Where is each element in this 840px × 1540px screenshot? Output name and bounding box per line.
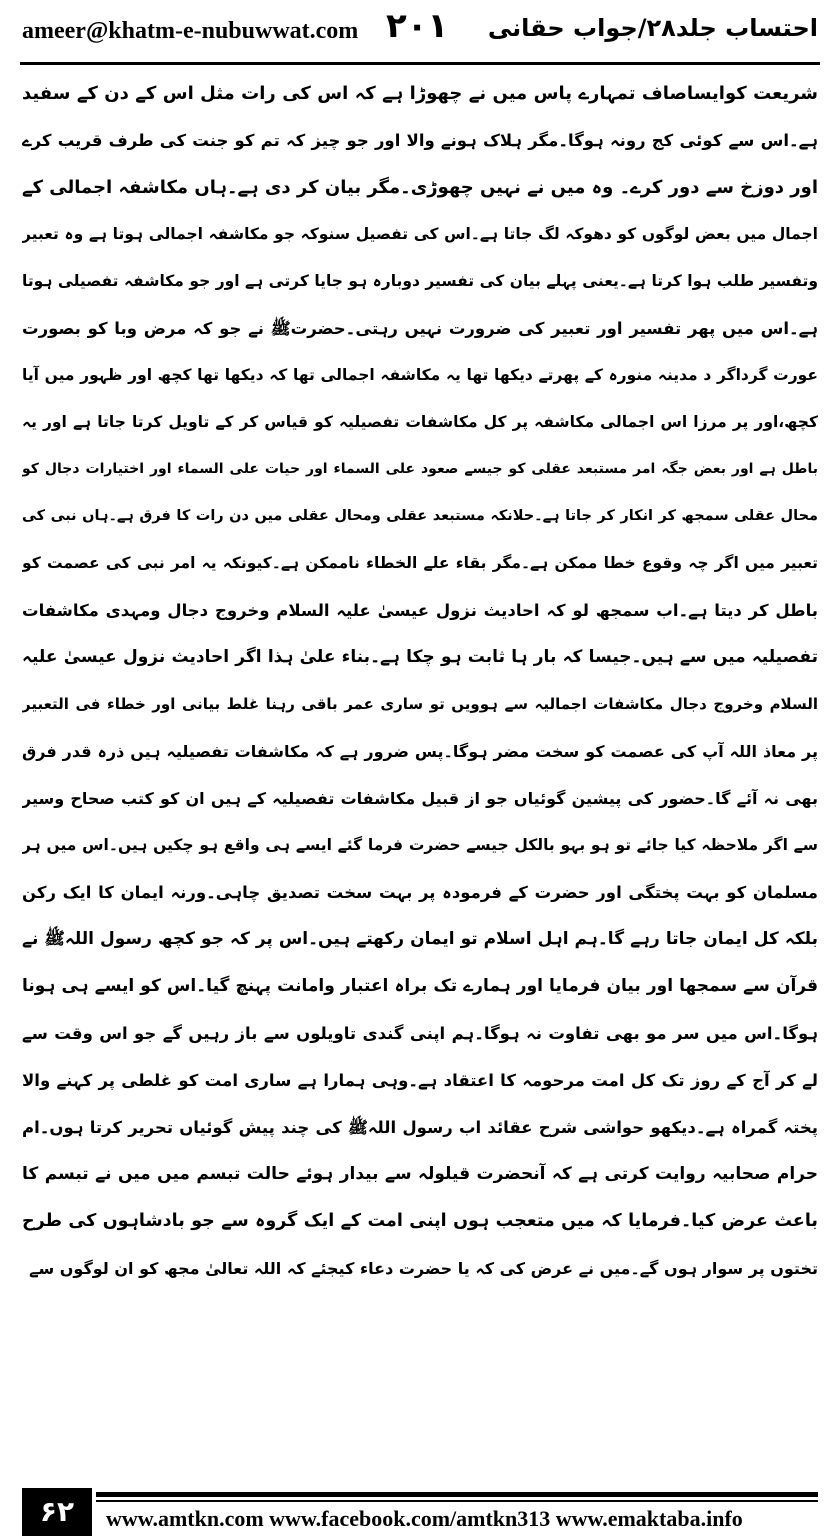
body-line: پر معاذ اللہ آپ کی عصمت کو سخت مضر ہوگا۔پس ضرور ہے کہ مکاشفات تفصیلیہ ہیں ذرہ قدر فرق: [22, 742, 818, 761]
body-line: پختہ گمراہ ہے۔دیکھو حواشی شرح عقائد اب رسول اللہﷺ کی چند پیش گوئیاں تحریر کرتا ہوں۔ام: [22, 1118, 818, 1137]
body-line: لے کر آج کے روز تک کل امت مرحومہ کا اعتقاد ہے۔وہی ہمارا ہے ساری امت کو غلطی پر کہنے والا: [22, 1071, 818, 1090]
body-line: باعث عرض کیا۔فرمایا کہ میں متعجب ہوں اپنی امت کے ایک گروہ سے جو بادشاہوں کی طرح: [22, 1211, 818, 1231]
body-line: اجمال میں بعض لوگوں کو دھوکہ لگ جاتا ہے۔اس کی تفصیل سنوکہ جو مکاشفہ اجمالی ہوتا ہے وہ تعبیر: [22, 225, 818, 243]
body-line: وتفسیر طلب ہوا کرتا ہے۔یعنی پہلے بیان کی تفسیر دوبارہ ہو جایا کرتی ہے اور جو مکاشفہ تفصیلی ہوتا: [22, 272, 818, 290]
body-line: بھی نہ آئے گا۔حضور کی پیشین گوئیاں جو از قبیل مکاشفات تفصیلیہ کے ہیں ان کو کتب صحاح وسیر: [22, 789, 818, 808]
body-line: مسلمان کو بہت پختگی اور حضرت کے فرمودہ پر بہت سخت تصدیق چاہی۔ورنہ ایمان کا ایک رکن: [22, 883, 818, 902]
footer-divider: [96, 1492, 818, 1497]
body-line: ہوگا۔اس میں سر مو بھی تفاوت نہ ہوگا۔ہم اپنی گندی تاویلوں سے باز رہیں گے جو اس وقت سے: [22, 1024, 818, 1043]
body-line: ہے۔اس میں پھر تفسیر اور تعبیر کی ضرورت نہیں رہتی۔حضرتﷺ نے جو کہ مرض وبا کو بصورت: [22, 319, 818, 338]
body-line: محال عقلی سمجھ کر انکار کر جاتا ہے۔حلانکہ مستبعد عقلی ومحال عقلی میں دن رات کا فرق ہے۔ہاں نبی کی: [22, 508, 818, 524]
body-line: عورت گرداگر د مدینہ منورہ کے پھرتے دیکھا تھا یہ مکاشفہ اجمالی تھا کہ دیکھا تھا کچھ اور ظہور میں آیا: [22, 366, 818, 384]
body-line: سے اگر ملاحظہ کیا جائے تو ہو بہو بالکل جیسے حضرت فرما گئے ایسے ہی واقع ہو چکیں ہیں۔اس میں ہر: [22, 836, 818, 854]
body-line: تختوں پر سوار ہوں گے۔میں نے عرض کی کہ یا حضرت دعاء کیجئے کہ اللہ تعالیٰ مجھ کو ان لوگوں سے: [29, 1259, 818, 1278]
body-line: کچھ،اور پر مرزا اس اجمالی مکاشفہ پر کل مکاشفات تفصیلیہ کو قیاس کر کے تاویل کرتا جاتا ہے اور یہ: [22, 413, 818, 431]
page-number: ۲۰۱: [386, 6, 449, 46]
body-line: قرآن سے سمجھا اور بیان فرمایا اور ہمارے تک براہ اعتبار وامانت پہنچ گیا۔اس کو ایسے ہی ہونا: [22, 976, 818, 996]
body-line: شریعت کوایساصاف تمہارے پاس میں نے چھوڑا ہے کہ اس کی رات مثل اس کے دن کے سفید: [22, 83, 818, 104]
footer-page-number: ۶۲: [22, 1488, 92, 1536]
body-line: تفصیلیہ میں سے ہیں۔جیسا کہ بار ہا ثابت ہو چکا ہے۔بناء علیٰ ہذا اگر احادیث نزول عیسیٰ علیہ: [22, 647, 818, 667]
page-header: [0, 0, 840, 70]
footer-divider-thin: [96, 1500, 818, 1502]
page-footer: [0, 1482, 840, 1540]
body-line: بلکہ کل ایمان جاتا رہے گا۔ہم اہل اسلام تو ایمان رکھتے ہیں۔اس پر کہ جو کچھ رسول اللہﷺ نے: [22, 929, 818, 949]
body-line: السلام وخروج دجال مکاشفات اجمالیہ سے ہوویں تو ساری عمر باقی رہنا غلط بیانی اور خطاء فی التعبیر: [22, 695, 818, 713]
body-line: اور دوزخ سے دور کرے۔ وہ میں نے نہیں چھوڑی۔مگر بیان کر دی ہے۔ہاں مکاشفہ اجمالی کے: [22, 177, 818, 198]
body-line: تعبیر میں اگر چہ وقوع خطا ممکن ہے۔مگر بقاء علے الخطاء ناممکن ہے۔کیونکہ یہ امر نبی کی عصمت کو: [22, 554, 818, 572]
body-line: باطل کر دیتا ہے۔اب سمجھ لو کہ احادیث نزول عیسیٰ علیہ السلام وخروج دجال ومہدی مکاشفات: [22, 601, 818, 620]
body-text: [22, 70, 818, 1292]
email-address[interactable]: ameer@khatm-e-nubuwwat.com: [22, 18, 359, 44]
header-divider: [20, 62, 820, 65]
body-line: باطل ہے اور بعض جگہ امر مستبعد عقلی کو جیسے صعود علی السماء اور حیات علی السماء اور اختیارات دجال کو: [22, 461, 818, 477]
book-title: احتساب جلد۲۸/جواب حقانی: [487, 14, 818, 42]
footer-links[interactable]: www.amtkn.com www.facebook.com/amtkn313 www.emaktaba.info: [106, 1506, 743, 1531]
body-line: حرام صحابیہ روایت کرتی ہے کہ آنحضرت قیلولہ سے بیدار ہوئے حالت تبسم میں میں نے تبسم کا: [22, 1164, 818, 1184]
body-line: ہے۔اس سے کوئی کج رونہ ہوگا۔مگر ہلاک ہونے والا اور جو چیز کہ تم کو جنت کی طرف قریب کرے: [22, 131, 818, 150]
